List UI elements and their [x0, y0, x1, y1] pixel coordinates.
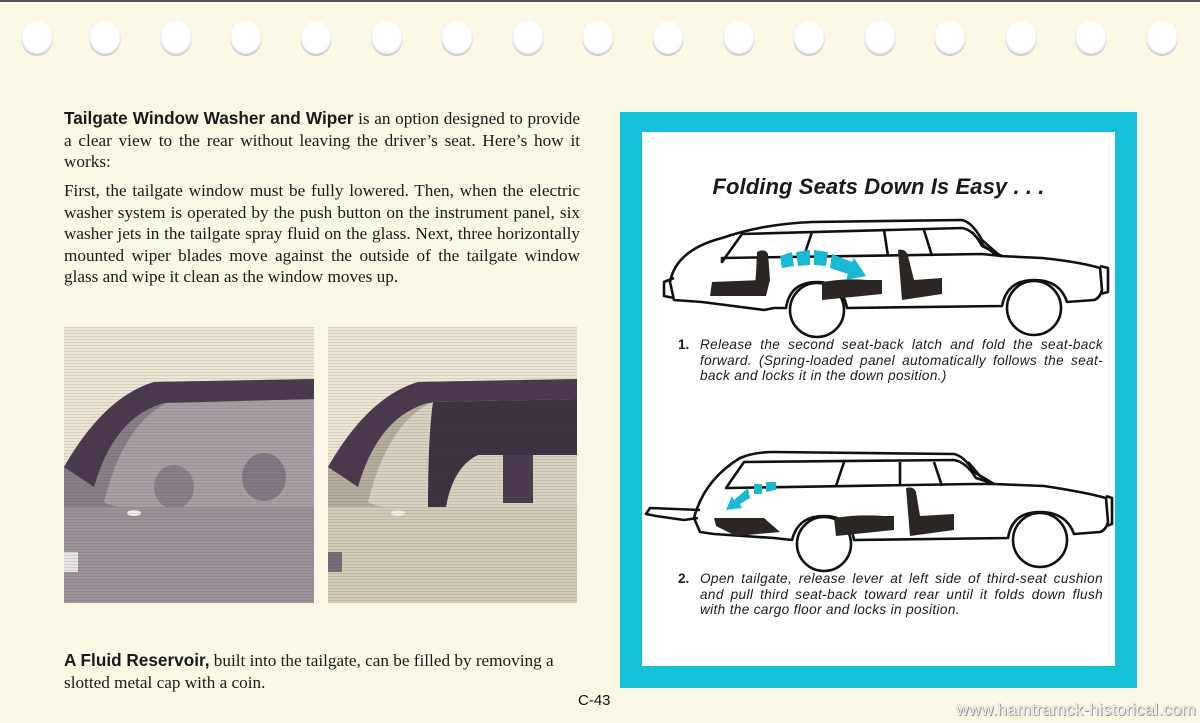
wagon-illustration-step-2 — [644, 440, 1114, 575]
binder-hole — [89, 21, 121, 56]
body-paragraph: First, the tailgate window must be fully lowered. Then, when the electric washer system is operated by the push button on the instrument panel, six washer jets in the tailgate spray fluid on the glass. Next, three horizontally mounted wiper blades move against the outside of the tailgate window glass and wipe it clean as the window moves up. — [64, 181, 580, 286]
instruction-step-2 — [678, 571, 1103, 618]
tailgate-window-spray-photo — [64, 327, 314, 603]
reservoir-text: built into the tailgate, can be filled by removing a slotted metal cap with a coin. — [64, 651, 554, 692]
binder-hole — [300, 21, 332, 56]
folding-seats-box — [620, 112, 1137, 688]
instruction-step-1 — [678, 337, 1103, 384]
wagon-illustration-step-1 — [662, 210, 1122, 340]
binder-hole — [1005, 21, 1037, 56]
binder-hole — [864, 21, 896, 56]
binder-hole — [582, 21, 614, 56]
reservoir-paragraph — [64, 650, 580, 693]
binder-hole — [652, 21, 684, 56]
folding-seats-box-inner — [642, 132, 1115, 666]
step-number: 2. — [678, 571, 690, 586]
binder-hole — [793, 21, 825, 56]
binder-holes — [0, 21, 1200, 57]
binder-hole — [441, 21, 473, 56]
binder-hole — [934, 21, 966, 56]
reservoir-heading: A Fluid Reservoir, — [64, 650, 210, 670]
binder-hole — [160, 21, 192, 56]
binder-hole — [230, 21, 262, 56]
box-title: Folding Seats Down Is Easy . . . — [712, 174, 1045, 199]
tailgate-window-clean-photo — [328, 327, 577, 603]
page-top-edge — [0, 0, 1200, 2]
page-number: C-43 — [578, 692, 611, 709]
binder-hole — [512, 21, 544, 56]
intro-heading: Tailgate Window Washer and Wiper — [64, 108, 354, 128]
binder-hole — [723, 21, 755, 56]
step-text: Release the second seat-back latch and fold the seat-back forward. (Spring-loaded panel automatically follows the seat-back and locks it in the down position.) — [700, 337, 1103, 384]
binder-hole — [371, 21, 403, 56]
step-number: 1. — [678, 337, 690, 352]
binder-hole — [1146, 21, 1178, 56]
binder-hole — [21, 21, 53, 56]
watermark: www.hamtramck-historical.com — [956, 700, 1196, 719]
binder-hole — [1075, 21, 1107, 56]
intro-text: is an option designed to provide a clear view to the rear without leaving the driver’s seat. Here’s how it works: — [64, 109, 580, 171]
intro-paragraph — [64, 108, 580, 173]
step-text: Open tailgate, release lever at left side of third-seat cushion and pull third seat-back toward rear until it folds down flush with the cargo floor and locks in position. — [700, 571, 1103, 618]
